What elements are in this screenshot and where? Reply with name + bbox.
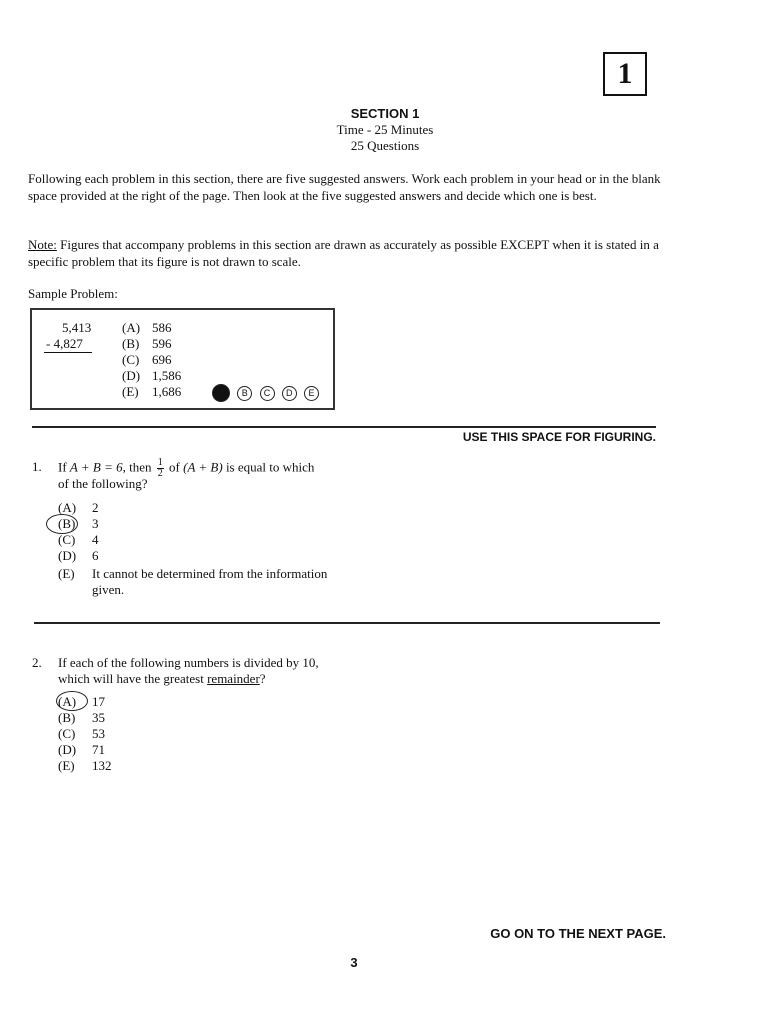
sample-subtrahend-text: - 4,827 (46, 336, 83, 351)
sample-choice-b (122, 336, 172, 352)
choice-letter: (C) (58, 726, 76, 741)
sample-subtrahend (44, 336, 92, 353)
go-on-next-page: GO ON TO THE NEXT PAGE. (490, 926, 666, 941)
choice-value: It cannot be determined from the information (92, 566, 328, 581)
note-text: Figures that accompany problems in this section are drawn as accurately as possible EXCEPT when it is stated in a specific problem that its figure is not drawn to scale. (28, 237, 659, 269)
section-title: SECTION 1 (350, 106, 420, 121)
choice-value: 4 (92, 532, 99, 547)
choice-value: 696 (152, 352, 172, 367)
answer-bubble-d: D (282, 386, 297, 401)
stem-text: ? (259, 671, 266, 686)
note-label: Note: (28, 237, 57, 252)
note-paragraph (28, 236, 668, 270)
choice-letter: (A) (122, 320, 141, 335)
stem-equation: A + B = 6 (69, 459, 123, 475)
hand-drawn-answer-circle (56, 691, 88, 711)
choice-letter: (A) (58, 500, 77, 515)
section-number: 1 (617, 57, 633, 90)
choice-letter: (B) (122, 336, 140, 351)
choice-letter: (C) (122, 352, 140, 367)
question-2-stem (32, 654, 319, 671)
choice-letter: (E) (122, 384, 139, 399)
sample-minuend: 5,413 (62, 320, 92, 335)
stem-text: which will have the greatest (58, 671, 208, 686)
choice-value: 596 (152, 336, 172, 351)
section-question-count: 25 Questions (350, 138, 420, 153)
divider-middle (34, 622, 660, 624)
stem-text: of (165, 459, 184, 475)
question-number: 2. (32, 655, 42, 670)
answer-bubble-filled (212, 384, 230, 402)
sample-choice-e (122, 384, 181, 400)
choice-value: 6 (92, 548, 99, 563)
instructions-text: Following each problem in this section, there are five suggested answers. Work each problem in your head or in the blank space provided at the right of the page. Then look at the five suggested answers and decide which one is best. (28, 171, 661, 203)
sample-choice-d (122, 368, 181, 384)
q1-choice-e[interactable] (58, 566, 327, 582)
choice-value: 1,586 (152, 368, 182, 383)
stem-text: is equal to which (222, 459, 315, 475)
stem-text: If (58, 459, 70, 475)
sample-choice-a (122, 320, 172, 336)
q2-choice-e[interactable] (58, 758, 112, 774)
page-number: 3 (350, 955, 358, 970)
fraction (157, 458, 164, 479)
question-2-stem-line2 (58, 670, 266, 687)
answer-bubble-b: B (237, 386, 252, 401)
fraction-denominator: 2 (157, 468, 163, 479)
choice-value: 1,686 (152, 384, 182, 399)
choice-letter: (E) (58, 758, 75, 773)
choice-value: 35 (92, 710, 105, 725)
stem-equation: (A + B) (183, 459, 223, 475)
choice-letter: (D) (58, 742, 77, 757)
section-number-box (603, 52, 647, 96)
question-1-stem-line2: of the following? (58, 476, 148, 491)
figuring-space-label: USE THIS SPACE FOR FIGURING. (462, 430, 656, 444)
sample-choice-c (122, 352, 172, 368)
q2-choice-d[interactable] (58, 742, 105, 758)
section-time: Time - 25 Minutes (336, 122, 434, 137)
question-number: 1. (32, 459, 42, 475)
choice-letter: (E) (58, 566, 75, 581)
q1-choice-d[interactable] (58, 548, 99, 564)
answer-bubble-c: C (260, 386, 275, 401)
divider-top (32, 426, 656, 428)
choice-value: 132 (92, 758, 112, 773)
choice-letter: (B) (58, 710, 76, 725)
choice-letter: (D) (58, 548, 77, 563)
choice-letter: (A) (58, 694, 77, 709)
choice-value: 586 (152, 320, 172, 335)
choice-value: 2 (92, 500, 99, 515)
choice-letter: (B) (58, 516, 76, 531)
stem-underlined: remainder (207, 671, 260, 686)
q1-choice-c[interactable] (58, 532, 99, 548)
stem-text: , then (122, 459, 155, 475)
choice-value: 3 (92, 516, 99, 531)
choice-letter: (C) (58, 532, 76, 547)
sample-problem-label: Sample Problem: (28, 286, 118, 301)
sample-problem-box (30, 308, 335, 410)
stem-text: If each of the following numbers is divided by 10, (58, 655, 319, 670)
choice-value: 71 (92, 742, 105, 757)
choice-value: 53 (92, 726, 105, 741)
answer-bubble-e: E (304, 386, 319, 401)
q2-choice-c[interactable] (58, 726, 105, 742)
hand-drawn-answer-circle (46, 514, 78, 534)
choice-value: 17 (92, 694, 105, 709)
fraction-numerator: 1 (157, 457, 163, 468)
choice-letter: (D) (122, 368, 141, 383)
q2-choice-b[interactable] (58, 710, 105, 726)
q1-choice-e-line2: given. (92, 582, 125, 597)
sample-answer-bubbles (212, 384, 323, 402)
